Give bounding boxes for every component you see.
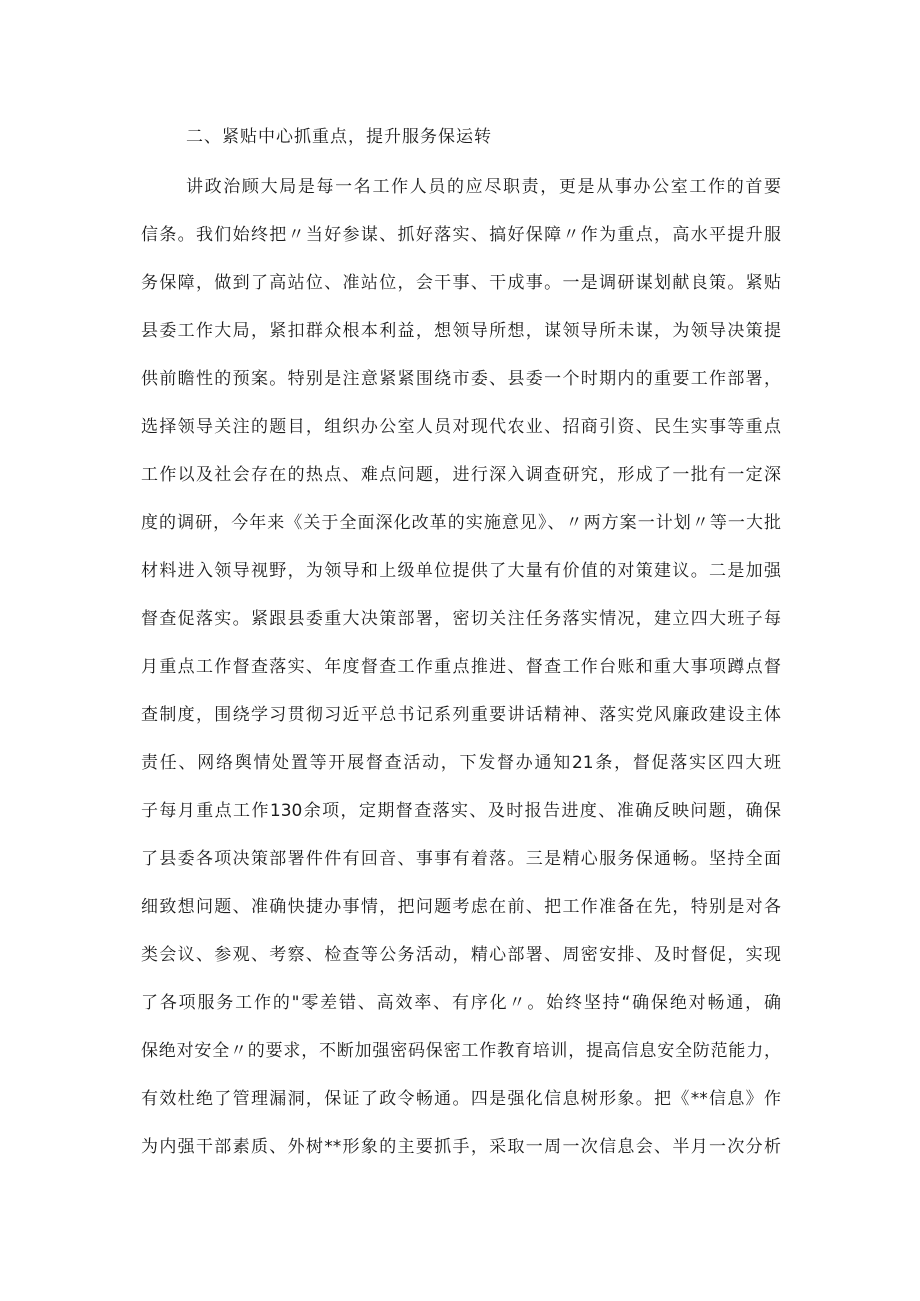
text-line: 有效杜绝了管理漏洞，保证了政令畅通。四是强化信息树形象。把《**信息》作	[141, 1089, 781, 1109]
text-line: 供前瞻性的预案。特别是注意紧紧围绕市委、县委一个时期内的重要工作部署，	[141, 369, 781, 389]
section-heading: 二、紧贴中心抓重点，提升服务保运转	[186, 127, 492, 147]
text-line: 查制度，围绕学习贯彻习近平总书记系列重要讲话精神、落实党风廉政建设主体	[141, 705, 781, 725]
text-line: 督查促落实。紧跟县委重大决策部署，密切关注任务落实情况，建立四大班子每	[141, 609, 781, 629]
text-line: 细致想问题、准确快捷办事情，把问题考虑在前、把工作准备在先，特别是对各	[141, 897, 781, 917]
text-line: 了县委各项决策部署件件有回音、事事有着落。三是精心服务保通畅。坚持全面	[141, 849, 781, 869]
text-line: 度的调研，今年来《关于全面深化改革的实施意见》、〃两方案一计划〃等一大批	[141, 513, 781, 533]
text-line: 类会议、参观、考察、检查等公务活动，精心部署、周密安排、及时督促，实现	[141, 945, 781, 965]
text-line: 为内强干部素质、外树**形象的主要抓手，采取一周一次信息会、半月一次分析	[141, 1137, 781, 1157]
text-line: 了各项服务工作的"零差错、高效率、有序化〃。始终坚持“确保绝对畅通，确	[141, 993, 781, 1013]
text-line: 讲政治顾大局是每一名工作人员的应尽职责，更是从事办公室工作的首要	[186, 177, 781, 197]
text-line: 责任、网络舆情处置等开展督查活动，下发督办通知21条，督促落实区四大班	[141, 753, 781, 773]
text-line: 工作以及社会存在的热点、难点问题，进行深入调查研究，形成了一批有一定深	[141, 465, 781, 485]
text-line: 保绝对安全〃的要求，不断加强密码保密工作教育培训，提高信息安全防范能力，	[141, 1041, 781, 1061]
text-line: 选择领导关注的题目，组织办公室人员对现代农业、招商引资、民生实事等重点	[141, 417, 781, 437]
text-line: 材料进入领导视野，为领导和上级单位提供了大量有价值的对策建议。二是加强	[141, 561, 781, 581]
text-line: 月重点工作督查落实、年度督查工作重点推进、督查工作台账和重大事项蹲点督	[141, 657, 781, 677]
text-line: 子每月重点工作130余项，定期督查落实、及时报告进度、准确反映问题，确保	[141, 801, 781, 821]
text-line: 务保障，做到了高站位、准站位，会干事、干成事。一是调研谋划献良策。紧贴	[141, 273, 781, 293]
text-line: 县委工作大局，紧扣群众根本利益，想领导所想，谋领导所未谋，为领导决策提	[141, 321, 781, 341]
text-line: 信条。我们始终把〃当好参谋、抓好落实、搞好保障〃作为重点，高水平提升服	[141, 225, 781, 245]
